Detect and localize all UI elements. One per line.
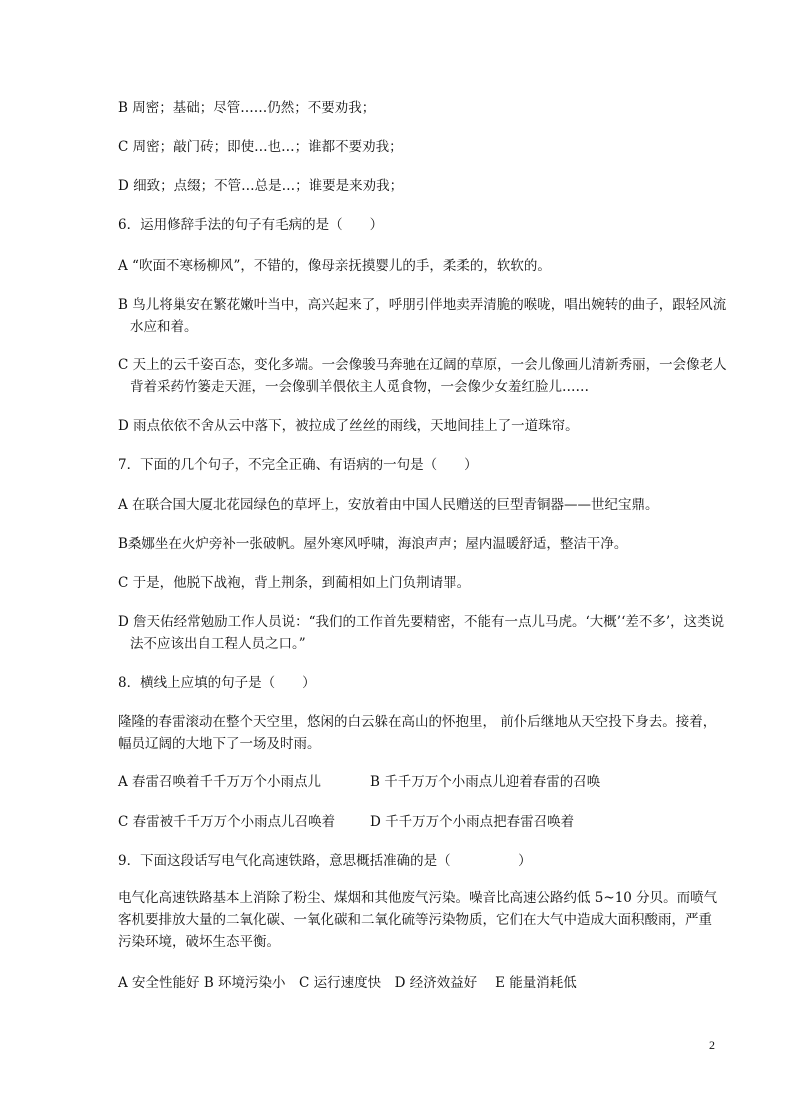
question-7: 7．下面的几个句子，不完全正确、有语病的一句是（ ） (118, 457, 478, 473)
q8-option-d: D 千千万万个小雨点把春雷召唤着 (370, 814, 575, 830)
q6-option-a: A “吹面不寒杨柳风”，不错的，像母亲抚摸婴儿的手，柔柔的，软软的。 (118, 258, 551, 274)
q9-options: A 安全性能好 B 环境污染小 C 运行速度快 D 经济效益好 E 能量消耗低 (118, 975, 577, 991)
q8-passage: 隆隆的春雷滚动在整个天空里，悠闲的白云躲在高山的怀抱里， 前仆后继地从天空投下身去。接着，幅员辽阔的大地下了一场及时雨。 (118, 714, 717, 752)
question-6: 6．运用修辞手法的句子有毛病的是（ ） (118, 217, 384, 233)
option-b-prev: B 周密；基础；尽管……仍然；不要劝我； (118, 100, 376, 116)
q8-option-b: B 千千万万个小雨点儿迎着春雷的召唤 (370, 774, 601, 790)
q9-passage: 电气化高速铁路基本上消除了粉尘、煤烟和其他废气污染。噪音比高速公路约低 5~10 分贝。而喷气客机要排放大量的二氧化碳、一氧化碳和二氧化硫等污染物质，它们在大气中造成大面积酸雨，严重污染环境，破坏生态平衡。 (118, 890, 718, 950)
page-number: 2 (709, 1038, 715, 1052)
q7-option-c: C 于是，他脱下战袍，背上荆条，到蔺相如上门负荆请罪。 (118, 575, 471, 591)
q8-option-c: C 春雷被千千万万个小雨点儿召唤着 (118, 814, 336, 830)
q6-option-c: C 天上的云千姿百态，变化多端。一会像骏马奔驰在辽阔的草原，一会儿像画儿清新秀丽，一会像老人背着采药竹篓走天涯，一会像驯羊偎依主人觅食物，一会像少女羞红脸儿…… (118, 357, 727, 395)
q6-option-b: B 鸟儿将巢安在繁花嫩叶当中，高兴起来了，呼朋引伴地卖弄清脆的喉咙，唱出婉转的曲子，跟轻风流水应和着。 (118, 297, 727, 335)
q6-option-d: D 雨点依依不舍从云中落下，被拉成了丝丝的雨线，天地间挂上了一道珠帘。 (118, 418, 579, 434)
q7-option-b: B桑娜坐在火炉旁补一张破帆。屋外寒风呼啸，海浪声声；屋内温暖舒适，整洁干净。 (118, 536, 628, 552)
q7-option-d: D 詹天佑经常勉励工作人员说：“我们的工作首先要精密，不能有一点儿马虎。‘大概’‘差不多’，这类说法不应该出自工程人员之口。” (118, 614, 725, 652)
option-d-prev: D 细致；点缀；不管…总是…；谁要是来劝我； (118, 178, 404, 194)
q7-option-a: A 在联合国大厦北花园绿色的草坪上，安放着由中国人民赠送的巨型青铜器——世纪宝鼎。 (118, 497, 659, 513)
question-9: 9．下面这段话写电气化高速铁路，意思概括准确的是（ ） (118, 853, 532, 869)
option-c-prev: C 周密；敲门砖；即使…也…；谁都不要劝我； (118, 139, 403, 155)
q8-option-a: A 春雷召唤着千千万万个小雨点儿 (118, 774, 322, 790)
question-8: 8．横线上应填的句子是（ ） (118, 675, 316, 691)
